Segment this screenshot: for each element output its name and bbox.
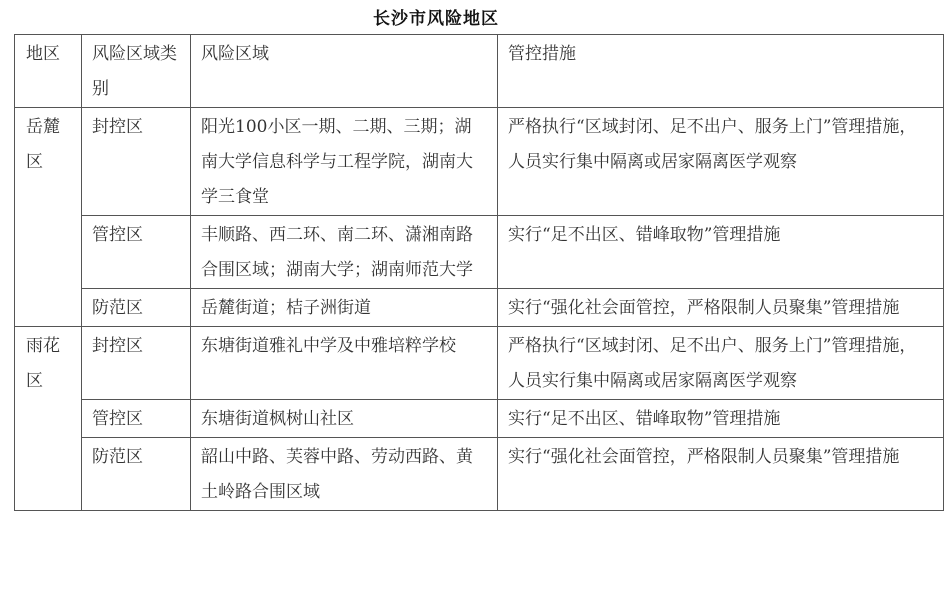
table-row — [15, 289, 944, 327]
table-row — [15, 108, 944, 216]
control-measure-cell: 实行“足不出区、错峰取物”管理措施 — [498, 400, 944, 438]
risk-areas-table — [14, 34, 944, 511]
risk-area-cell: 阳光100小区一期、二期、三期；湖南大学信息科学与工程学院，湖南大学三食堂 — [191, 108, 498, 216]
header-risk-area: 风险区域 — [191, 35, 498, 108]
risk-type-cell: 封控区 — [82, 108, 191, 216]
table-row — [15, 327, 944, 400]
risk-area-cell: 东塘街道枫树山社区 — [191, 400, 498, 438]
risk-area-cell: 丰顺路、西二环、南二环、潇湘南路合围区域；湖南大学；湖南师范大学 — [191, 216, 498, 289]
risk-type-cell: 管控区 — [82, 400, 191, 438]
header-control-measures: 管控措施 — [498, 35, 944, 108]
table-header-row — [15, 35, 944, 108]
control-measure-cell: 实行“强化社会面管控，严格限制人员聚集”管理措施 — [498, 289, 944, 327]
risk-type-cell: 管控区 — [82, 216, 191, 289]
region-cell-yuhua: 雨花区 — [15, 327, 82, 511]
risk-area-cell: 韶山中路、芙蓉中路、劳动西路、黄土岭路合围区域 — [191, 438, 498, 511]
region-cell-yuelu: 岳麓区 — [15, 108, 82, 327]
table-row — [15, 216, 944, 289]
control-measure-cell: 严格执行“区域封闭、足不出户、服务上门”管理措施，人员实行集中隔离或居家隔离医学观察 — [498, 327, 944, 400]
page-title: 长沙市风险地区 — [373, 9, 499, 29]
table-row — [15, 438, 944, 511]
risk-type-cell: 封控区 — [82, 327, 191, 400]
risk-type-cell: 防范区 — [82, 289, 191, 327]
control-measure-cell: 实行“足不出区、错峰取物”管理措施 — [498, 216, 944, 289]
control-measure-cell: 严格执行“区域封闭、足不出户、服务上门”管理措施，人员实行集中隔离或居家隔离医学观察 — [498, 108, 944, 216]
risk-type-cell: 防范区 — [82, 438, 191, 511]
risk-area-cell: 东塘街道雅礼中学及中雅培粹学校 — [191, 327, 498, 400]
table-row — [15, 400, 944, 438]
header-region: 地区 — [15, 35, 82, 108]
risk-area-cell: 岳麓街道；桔子洲街道 — [191, 289, 498, 327]
control-measure-cell: 实行“强化社会面管控，严格限制人员聚集”管理措施 — [498, 438, 944, 511]
header-risk-type: 风险区域类别 — [82, 35, 191, 108]
